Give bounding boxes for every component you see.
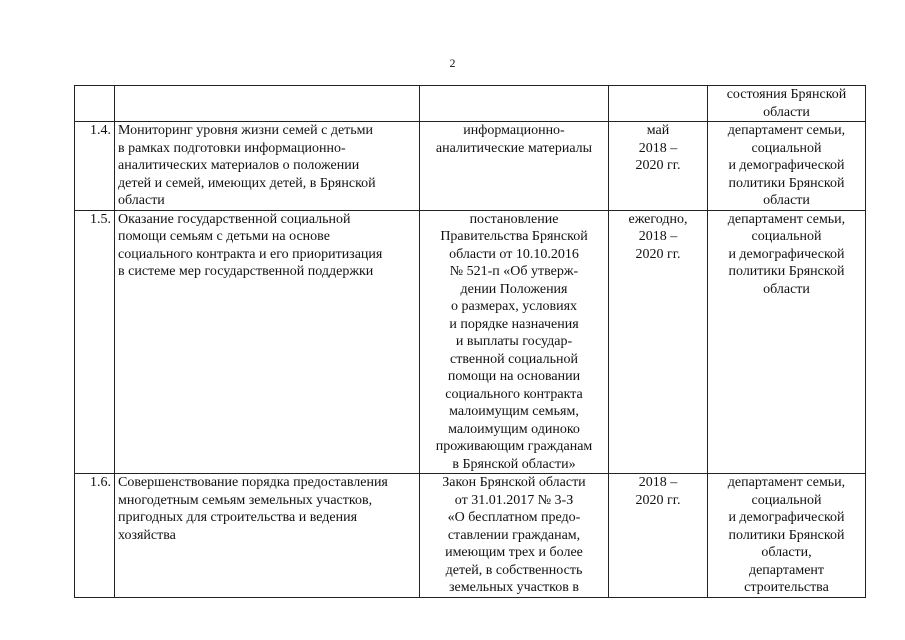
table-row [75,122,866,211]
cell-text-line: дении Положения [460,281,568,297]
row-number-cell: 1.5. [75,210,115,474]
cell-text-line: социальной [751,492,822,508]
cell-text-line: Совершенствование порядка предоставления [118,475,388,490]
cell-text-line: аналитические материалы [435,140,593,156]
measure-name-cell [115,210,420,474]
cell-text-line: департамент семьи, [727,211,846,227]
cell-text-line: области [118,193,165,208]
cell-text-line: 2018 – [638,229,678,244]
page-number: 2 [449,56,456,70]
responsible-cell [708,474,866,598]
cell-text-line: малоимущим семьям, [449,404,579,419]
term-cell [609,86,708,122]
cell-text-line: и выплаты государ- [455,334,573,349]
cell-text-line: хозяйства [118,527,176,543]
cell-text-line: области [763,104,810,120]
document-cell [420,86,609,122]
cell-text-line: от 31.01.2017 № 3-З [454,492,574,508]
measure-name-cell [115,122,420,211]
table-row [75,210,866,474]
cell-text-line: департамент семьи, [727,475,846,490]
cell-text-line: ставлении гражданам, [447,527,581,543]
document-cell [420,122,609,211]
document-cell [420,210,609,474]
cell-text-line: пригодных для строительства и ведения [118,510,358,525]
cell-text-line: состояния Брянской [726,87,847,102]
cell-text-line: области, [761,545,812,560]
cell-text-line: постановление [469,211,559,227]
row-number-cell: 1.6. [75,474,115,598]
cell-text-line: и демографической [728,246,845,262]
measure-name-cell [115,474,420,598]
cell-text-line: ежегодно, [628,211,688,227]
measures-table [74,85,866,598]
cell-text-line: строительства [744,580,829,595]
responsible-cell [708,86,866,122]
cell-text-line: о размерах, условиях [450,299,578,314]
cell-text-line: в Брянской области» [452,456,576,472]
cell-text-line: малоимущим одиноко [448,421,580,437]
cell-text-line: социальной [751,229,822,244]
cell-text-line: май [646,123,670,138]
cell-text-line: политики Брянской [728,527,845,543]
cell-text-line: земельных участков в [449,580,579,595]
cell-text-line: политики Брянской [728,175,845,191]
cell-text-line: 2018 – [638,140,678,156]
cell-text-line: 2018 – [638,475,678,490]
cell-text-line: проживающим гражданам [435,439,593,454]
cell-text-line: имеющим трех и более [445,545,583,560]
cell-text-line: департамент [748,562,825,578]
cell-text-line: информационно- [463,123,565,138]
row-number-cell: 1.4. [75,122,115,211]
cell-text-line: «О бесплатном предо- [447,510,581,525]
cell-text-line: области [763,281,810,297]
cell-text-line: и порядке назначения [449,316,579,332]
cell-text-line: Мониторинг уровня жизни семей с детьми [118,123,374,138]
cell-text-line: детей и семей, имеющих детей, в Брянской [118,175,376,191]
row-number-cell [75,86,115,122]
table-row [75,86,866,122]
term-cell [609,474,708,598]
cell-text-line: политики Брянской [728,264,845,279]
cell-text-line: и демографической [728,510,845,525]
cell-text-line: ственной социальной [450,351,578,367]
cell-text-line: 2020 гг. [635,492,681,508]
cell-text-line: помощи семьям с детьми на основе [118,229,330,244]
responsible-cell [708,210,866,474]
cell-text-line: многодетным семьям земельных участков, [118,492,373,508]
measure-name-cell [115,86,420,122]
cell-text-line: социальной [751,140,822,156]
cell-text-line: Закон Брянской области [442,475,586,490]
cell-text-line: и демографической [728,158,845,173]
cell-text-line: № 521-п «Об утверж- [449,264,579,279]
cell-text-line: социального контракта и его приоритизация [118,246,383,262]
cell-text-line: 2020 гг. [635,246,681,262]
cell-text-line: социального контракта [445,386,583,402]
cell-text-line: области [763,193,810,208]
table-row [75,474,866,598]
cell-text-line: помощи на основании [447,369,581,384]
responsible-cell [708,122,866,211]
cell-text-line: департамент семьи, [727,123,846,138]
cell-text-line: в рамках подготовки информационно- [118,140,346,156]
cell-text-line: области от 10.10.2016 [449,246,579,262]
term-cell [609,210,708,474]
cell-text-line: 2020 гг. [635,158,681,173]
cell-text-line: Правительства Брянской [440,229,588,244]
term-cell [609,122,708,211]
cell-text-line: в системе мер государственной поддержки [118,264,374,279]
cell-text-line: детей, в собственность [445,562,583,578]
document-cell [420,474,609,598]
cell-text-line: аналитических материалов о положении [118,158,360,173]
cell-text-line: Оказание государственной социальной [118,211,351,227]
